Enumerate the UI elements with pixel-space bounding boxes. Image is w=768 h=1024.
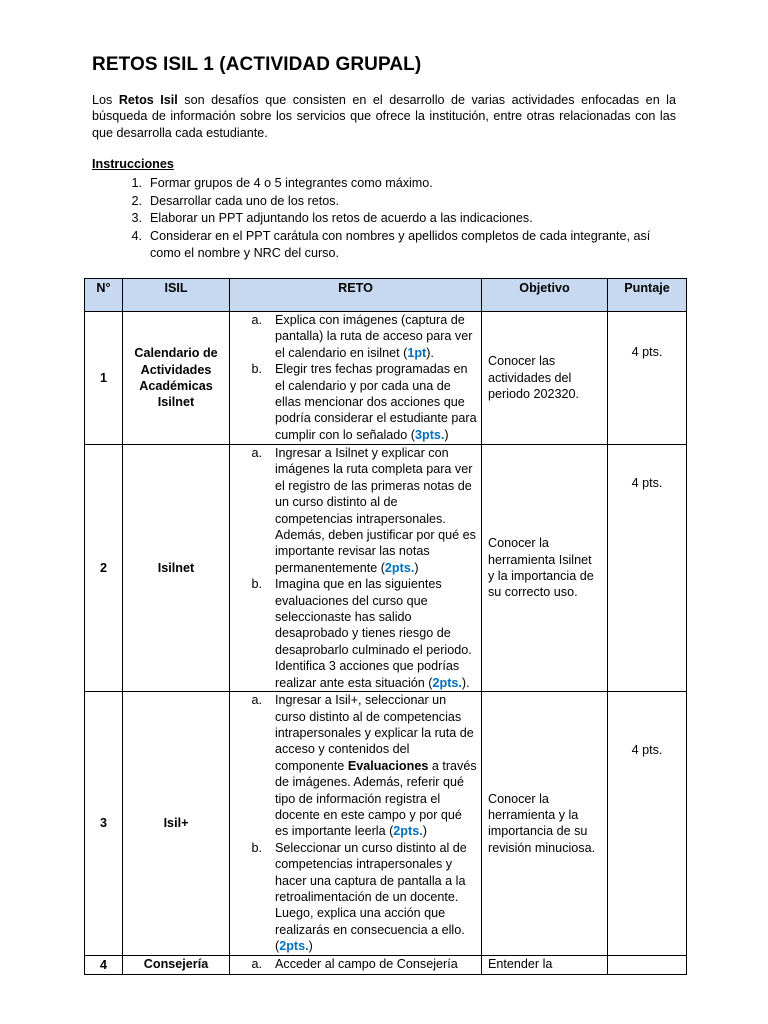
instructions-list (92, 175, 682, 263)
header-n: N° (85, 279, 123, 312)
reto-item (230, 361, 477, 443)
instruction-number: 4. (131, 228, 142, 243)
instruction-item (92, 193, 682, 211)
points-highlight: 2pts. (279, 939, 309, 954)
instruction-text: Elaborar un PPT adjuntando los retos de acuerdo a las indicaciones. (150, 211, 533, 225)
reto-text: ) (414, 560, 419, 575)
reto-item-text (262, 576, 477, 691)
intro-text-before: Los (92, 93, 119, 107)
header-reto: RETO (230, 279, 482, 312)
row-number: 4 (85, 955, 123, 974)
row-reto (230, 955, 482, 974)
instruction-number: 3. (131, 211, 142, 225)
reto-item (230, 692, 477, 840)
instruction-number: 1. (131, 176, 142, 190)
reto-item-text (262, 312, 477, 361)
instruction-text: Formar grupos de 4 o 5 integrantes como máximo. (150, 176, 433, 190)
reto-item-letter: a. (251, 313, 262, 327)
reto-item-text (262, 445, 477, 576)
reto-item (230, 840, 477, 955)
row-puntaje: 4 pts. (608, 445, 687, 692)
reto-text: ) (444, 427, 449, 442)
row-reto (230, 312, 482, 445)
retos-table (84, 278, 687, 975)
reto-item (230, 576, 477, 691)
reto-text: Explica con imágenes (captura de pantalla) la ruta de acceso para ver el calendario en isilnet ( (275, 313, 473, 360)
reto-item-letter: a. (251, 446, 262, 460)
intro-bold-term: Retos Isil (118, 93, 178, 107)
table-row (85, 955, 687, 974)
reto-text: ) (308, 939, 313, 954)
points-highlight: 3pts. (415, 427, 445, 442)
instructions-heading: Instrucciones (92, 157, 174, 171)
intro-paragraph (92, 92, 676, 141)
row-reto (230, 445, 482, 692)
reto-item-letter: b. (251, 362, 262, 377)
reto-item (230, 445, 477, 576)
row-isil: Calendario de Actividades Académicas Isilnet (123, 312, 230, 445)
reto-text: Elegir tres fechas programadas en el calendario y por cada una de ellas mencionar dos acciones que podría considerar el estudiante para cumplir con lo señalado ( (275, 362, 477, 442)
header-puntaje: Puntaje (608, 279, 687, 312)
row-objetivo: Entender la (482, 955, 608, 974)
table-row (85, 692, 687, 956)
header-objetivo: Objetivo (482, 279, 608, 312)
document-title: RETOS ISIL 1 (ACTIVIDAD GRUPAL) (92, 54, 422, 75)
row-number: 3 (85, 692, 123, 956)
instruction-item (92, 228, 682, 263)
instruction-text: Desarrollar cada uno de los retos. (150, 193, 340, 208)
reto-item-letter: b. (251, 840, 262, 855)
row-puntaje: 4 pts. (608, 312, 687, 445)
reto-text: Seleccionar un curso distinto al de competencias intrapersonales y hacer una captura de pantalla a la retroalimentación de un docente. Luego, explica una acción que realizarás en consecuencia a ello. ( (275, 840, 467, 954)
points-highlight: 2pts. (393, 824, 423, 839)
row-isil: Isilnet (123, 445, 230, 692)
reto-item (230, 312, 477, 361)
intro-text-after: son desafíos que consisten en el desarrollo de varias actividades enfocadas en la búsqueda de información sobre los servicios que ofrece la institución, entre otras relacionadas con las que desarrolla cada estudiante. (92, 93, 676, 140)
reto-item-text: Acceder al campo de Consejería (275, 956, 458, 971)
row-reto (230, 692, 482, 956)
reto-bold-term: Evaluaciones (347, 758, 429, 773)
reto-item-letter: a. (251, 693, 262, 708)
row-isil: Isil+ (123, 692, 230, 956)
reto-text: ). (426, 345, 434, 360)
points-highlight: 2pts. (384, 560, 415, 575)
row-isil: Consejería (123, 955, 230, 974)
reto-item-letter: a. (251, 956, 262, 971)
reto-text: ) (422, 824, 427, 839)
instruction-number: 2. (131, 193, 142, 208)
reto-item (230, 956, 477, 972)
row-puntaje: 4 pts. (608, 692, 687, 956)
reto-text: Ingresar a Isil+, seleccionar un curso distinto al de competencias intrapersonales y explicar la ruta de acceso y contenidos del componente (275, 693, 474, 773)
row-number: 2 (85, 445, 123, 692)
table-row (85, 445, 687, 692)
instruction-text: Considerar en el PPT carátula con nombres y apellidos completos de cada integrante, así como el nombre y NRC del curso. (150, 228, 651, 260)
reto-item-text (262, 692, 477, 840)
table-header-row (85, 279, 687, 312)
reto-text: a través de imágenes. Además, referir qué tipo de información registra el docente en este campo y por qué es importante leerla ( (275, 758, 477, 839)
row-objetivo: Conocer la herramienta y la importancia de su revisión minuciosa. (482, 692, 608, 956)
instruction-item (92, 175, 682, 193)
reto-item-letter: b. (251, 577, 262, 592)
reto-text: Imagina que en las siguientes evaluaciones del curso que seleccionaste has salido desaprobado y tienes riesgo de desaprobarlo culminado el periodo. Identifica 3 acciones que podrías realizar ante esta situación ( (275, 577, 472, 690)
points-highlight: 1pt (407, 345, 427, 360)
table-row (85, 312, 687, 445)
header-isil: ISIL (123, 279, 230, 312)
row-number: 1 (85, 312, 123, 445)
row-puntaje (608, 955, 687, 974)
reto-item-text (262, 840, 477, 955)
points-highlight: 2pts. (432, 675, 462, 690)
row-objetivo: Conocer las actividades del periodo 202320. (482, 312, 608, 445)
instruction-item (92, 210, 682, 228)
reto-text: ). (461, 675, 470, 690)
reto-text: Ingresar a Isilnet y explicar con imágenes la ruta completa para ver el registro de las primeras notas de un curso distinto al de competencias intrapersonales. Además, deben justificar por qué es importante revisar las notas permanentemente ( (275, 446, 476, 575)
reto-item-text (262, 361, 477, 443)
row-objetivo: Conocer la herramienta Isilnet y la importancia de su correcto uso. (482, 445, 608, 692)
